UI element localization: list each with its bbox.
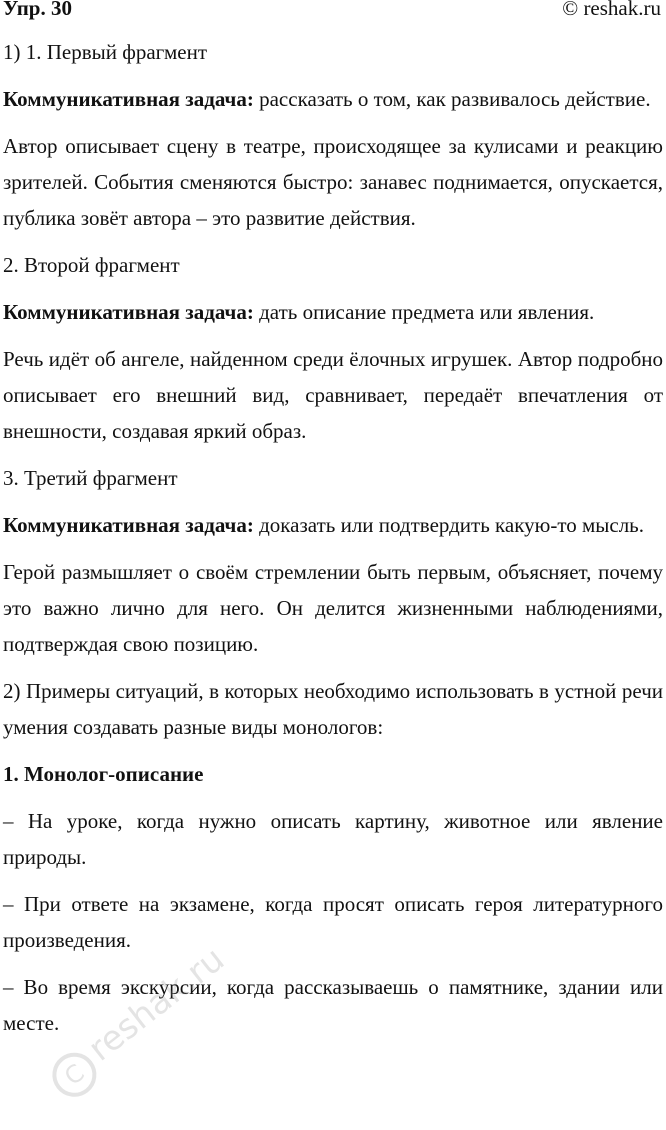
list-item: – На уроке, когда нужно описать картину, животное или явление природы. (3, 809, 663, 869)
svg-text:C: C (59, 1058, 90, 1091)
fragment3-title: 3. Третий фрагмент (3, 466, 178, 490)
fragment2-task (3, 294, 663, 330)
exercise-title: Упр. 30 (3, 0, 72, 20)
fragment3-task (3, 507, 663, 543)
fragment2-title: 2. Второй фрагмент (3, 253, 180, 277)
fragment2-body: Речь идёт об ангеле, найденном среди ёлочных игрушек. Автор подробно описывает его внешний вид, сравнивает, передаёт впечатления от внешности, создавая яркий образ. (3, 347, 663, 443)
fragment1-task (3, 81, 663, 117)
task-label: Коммуникативная задача: (3, 87, 254, 111)
watermark-text: reshak.ru (81, 939, 232, 1070)
page-header (3, 0, 663, 34)
task-text: дать описание предмета или явления. (253, 300, 595, 324)
fragment1-title: 1) 1. Первый фрагмент (3, 40, 208, 64)
task-label: Коммуникативная задача: (3, 300, 254, 324)
part2-intro: 2) Примеры ситуаций, в которых необходимо использовать в устной речи умения создавать разные виды монологов: (3, 679, 663, 739)
task-label: Коммуникативная задача: (3, 513, 254, 537)
fragment1-body: Автор описывает сцену в театре, происходящее за кулисами и реакцию зрителей. События сменяются быстро: занавес поднимается, опускается, публика зовёт автора – это развитие действия. (3, 134, 663, 230)
task-text: доказать или подтвердить какую-то мысль. (253, 513, 645, 537)
task-text: рассказать о том, как развивалось действие. (253, 87, 651, 111)
list-item: – Во время экскурсии, когда рассказываешь о памятнике, здании или месте. (3, 975, 663, 1035)
fragment3-body: Герой размышляет о своём стремлении быть первым, объясняет, почему это важно лично для него. Он делится жизненными наблюдениями, подтверждая свою позицию. (3, 560, 663, 656)
section1-title (3, 756, 663, 792)
list-item: – При ответе на экзамене, когда просят описать героя литературного произведения. (3, 892, 663, 952)
section1-title-text: 1. Монолог-описание (3, 762, 204, 786)
site-watermark: © reshak.ru (562, 0, 661, 20)
